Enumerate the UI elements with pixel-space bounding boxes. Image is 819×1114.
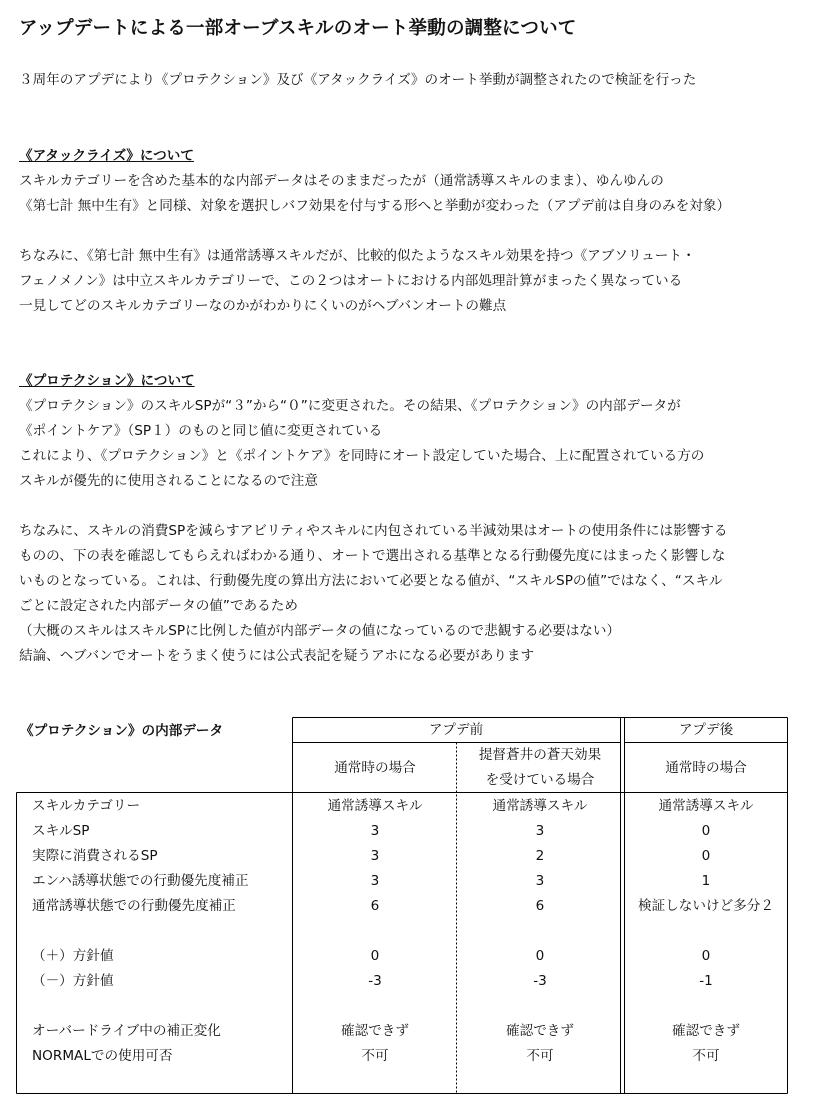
protection-line: 結論、ヘブバンでオートをうまく使うには公式表記を疑うアホになる必要があります xyxy=(19,648,535,664)
row-label: スキルカテゴリー xyxy=(32,798,141,814)
group-header-before: アプデ前 xyxy=(428,722,484,738)
page-title: アップデートによる一部オーブスキルのオート挙動の調整について xyxy=(19,18,577,39)
attack-rise-heading: 《アタックライズ》について xyxy=(19,148,194,164)
table-cell: 3 xyxy=(535,823,545,839)
protection-line: ものの、下の表を確認してもらえればわかる通り、オートで選出される基準となる行動優先度にはまったく影響しな xyxy=(19,548,726,564)
table-cell: 通常誘導スキル xyxy=(658,798,754,814)
table-cell: -1 xyxy=(699,973,713,989)
table-cell: 3 xyxy=(370,873,380,889)
table-cell: 不可 xyxy=(361,1048,389,1064)
column-header: を受けている場合 xyxy=(485,772,595,788)
group-header-after: アプデ後 xyxy=(678,722,734,738)
protection-line: 《ポイントケア》（SP１）のものと同じ値に変更されている xyxy=(19,423,383,439)
table-cell: 2 xyxy=(535,848,545,864)
row-label: 実際に消費されるSP xyxy=(32,848,158,864)
protection-heading: 《プロテクション》について xyxy=(19,373,195,389)
attack-rise-line: 《第七計 無中生有》と同様、対象を選択しバフ効果を付与する形へと挙動が変わった（アプデ前は自身のみを対象） xyxy=(19,198,731,214)
row-label: NORMALでの使用可否 xyxy=(32,1048,173,1064)
table-cell: 0 xyxy=(701,848,711,864)
table-label: 《プロテクション》の内部データ xyxy=(20,723,224,739)
table-cell: 確認できず xyxy=(672,1023,740,1039)
column-header: 通常時の場合 xyxy=(665,760,747,776)
table-cell: 不可 xyxy=(692,1048,720,1064)
protection-line: 《プロテクション》のスキルSPが“３”から“０”に変更された。その結果、《プロテクション》の内部データが xyxy=(19,398,681,414)
attack-rise-line: ちなみに、《第七計 無中生有》は通常誘導スキルだが、比較的似たようなスキル効果を持つ《アブソリュート・ xyxy=(19,248,696,264)
row-label: （－）方針値 xyxy=(32,973,114,989)
table-cell: 1 xyxy=(701,873,711,889)
column-header: 通常時の場合 xyxy=(334,760,416,776)
row-label: オーバードライブ中の補正変化 xyxy=(32,1023,221,1039)
table-cell: 3 xyxy=(370,848,380,864)
protection-line: いものとなっている。これは、行動優先度の算出方法において必要となる値が、“スキルSPの値”ではなく、“スキル xyxy=(19,573,723,589)
protection-line: これにより、《プロテクション》と《ポイントケア》を同時にオート設定していた場合、上に配置されている方の xyxy=(19,448,705,464)
table-cell: 確認できず xyxy=(506,1023,574,1039)
table-cell: 検証しないけど多分２ xyxy=(638,898,774,914)
table-cell: 3 xyxy=(370,823,380,839)
table-cell: 通常誘導スキル xyxy=(327,798,423,814)
table-cell: 3 xyxy=(535,873,545,889)
attack-rise-line: フェノメノン》は中立スキルカテゴリーで、この２つはオートにおける内部処理計算がまったく異なっている xyxy=(19,273,683,289)
table-cell: 通常誘導スキル xyxy=(492,798,588,814)
row-label: スキルSP xyxy=(32,823,90,839)
table-cell: 0 xyxy=(701,823,711,839)
protection-line: ごとに設定された内部データの値”であるため xyxy=(19,598,298,614)
attack-rise-line: 一見してどのスキルカテゴリーなのかがわかりにくいのがヘブバンオートの難点 xyxy=(19,298,507,314)
table-cell: 0 xyxy=(701,948,711,964)
row-label: （＋）方針値 xyxy=(32,948,114,964)
protection-line: ちなみに、スキルの消費SPを減らすアビリティやスキルに内包されている半減効果はオートの使用条件には影響する xyxy=(19,523,728,539)
protection-line: スキルが優先的に使用されることになるので注意 xyxy=(19,473,318,489)
intro-text: ３周年のアプデにより《プロテクション》及び《アタックライズ》のオート挙動が調整されたので検証を行った xyxy=(19,72,697,88)
table-cell: 確認できず xyxy=(341,1023,409,1039)
table-cell: 0 xyxy=(370,948,380,964)
table-cell: 6 xyxy=(535,898,545,914)
row-label: 通常誘導状態での行動優先度補正 xyxy=(32,898,236,914)
table-cell: -3 xyxy=(368,973,382,989)
attack-rise-line: スキルカテゴリーを含めた基本的な内部データはそのままだったが（通常誘導スキルのまま）、ゆんゆんの xyxy=(19,173,664,189)
table-cell: -3 xyxy=(533,973,547,989)
row-label: エンハ誘導状態での行動優先度補正 xyxy=(32,873,249,889)
column-header: 提督蒼井の蒼天効果 xyxy=(478,747,602,763)
table-cell: 0 xyxy=(535,948,545,964)
table-cell: 不可 xyxy=(526,1048,554,1064)
table-cell: 6 xyxy=(370,898,380,914)
protection-line: （大概のスキルはスキルSPに比例した値が内部データの値になっているので悲観する必要はない） xyxy=(19,623,621,639)
